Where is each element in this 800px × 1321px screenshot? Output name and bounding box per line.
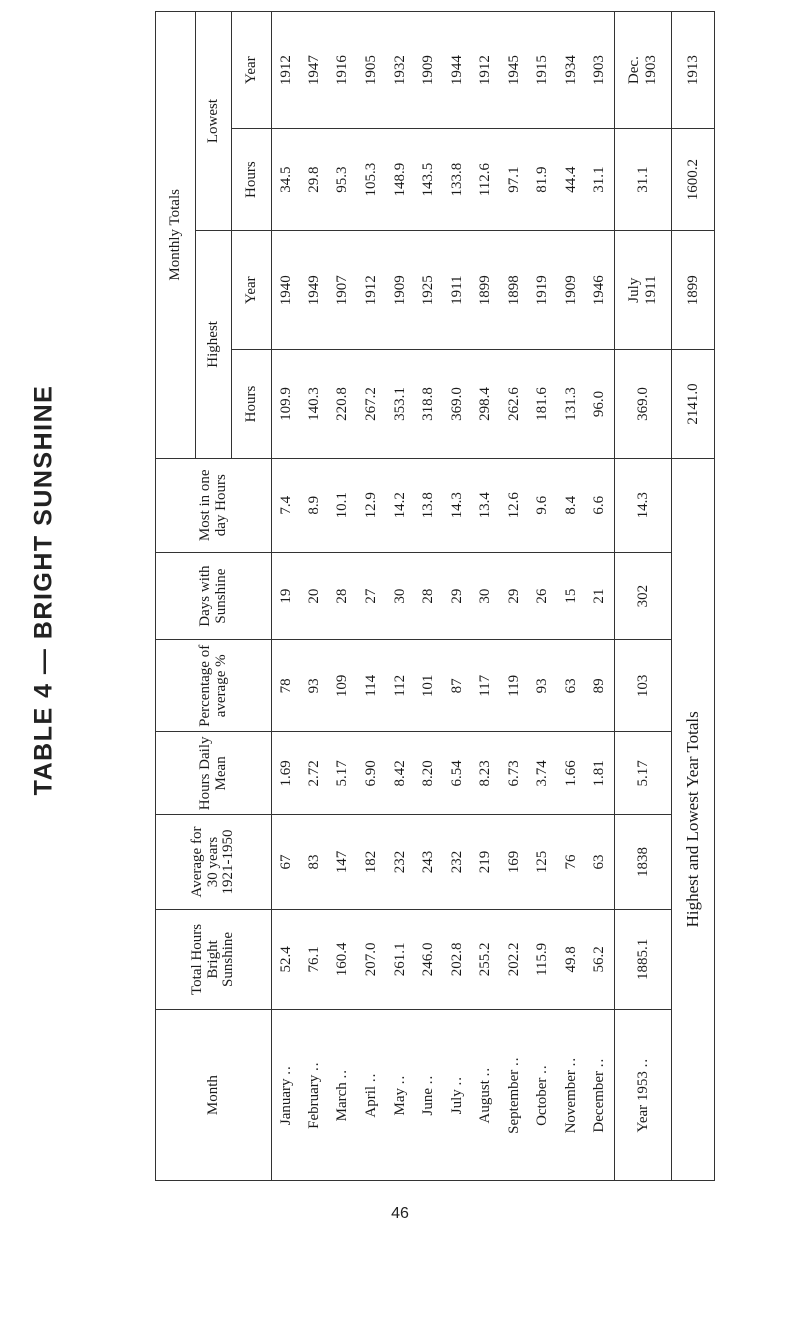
sunshine-table-container — [155, 11, 715, 1181]
table-row — [557, 12, 586, 1181]
table-row — [329, 12, 358, 1181]
month-label: June .. — [414, 1010, 443, 1181]
highest-lowest-totals-row — [672, 12, 715, 1181]
header-highest: Highest — [196, 231, 232, 459]
cell-most-in-day: 14.3 — [443, 458, 472, 552]
cell-total-hours: 49.8 — [557, 909, 586, 1010]
cell-most-in-day: 13.4 — [472, 458, 501, 552]
cell-lowest-year: 1912 — [272, 12, 301, 129]
cell-percentage: 78 — [272, 640, 301, 732]
cell-average: 182 — [357, 815, 386, 909]
cell-lowest-year: 1932 — [386, 12, 415, 129]
year-daily-mean: 5.17 — [614, 732, 671, 815]
cell-most-in-day: 12.6 — [500, 458, 529, 552]
cell-lowest-hours: 81.9 — [529, 129, 558, 231]
cell-lowest-hours: 97.1 — [500, 129, 529, 231]
cell-daily-mean: 1.66 — [557, 732, 586, 815]
year-low-year: Dec. 1903 — [614, 12, 671, 129]
cell-days: 20 — [300, 552, 329, 640]
cell-daily-mean: 6.54 — [443, 732, 472, 815]
cell-days: 21 — [586, 552, 615, 640]
cell-lowest-hours: 112.6 — [472, 129, 501, 231]
cell-days: 27 — [357, 552, 386, 640]
cell-highest-hours: 96.0 — [586, 350, 615, 458]
total-low-year: 1913 — [672, 12, 715, 129]
cell-daily-mean: 2.72 — [300, 732, 329, 815]
cell-highest-hours: 298.4 — [472, 350, 501, 458]
cell-highest-year: 1925 — [414, 231, 443, 350]
cell-daily-mean: 6.73 — [500, 732, 529, 815]
year-total: 1885.1 — [614, 909, 671, 1010]
cell-lowest-hours: 133.8 — [443, 129, 472, 231]
cell-total-hours: 202.2 — [500, 909, 529, 1010]
month-label: May .. — [386, 1010, 415, 1181]
cell-total-hours: 246.0 — [414, 909, 443, 1010]
cell-total-hours: 202.8 — [443, 909, 472, 1010]
cell-days: 29 — [500, 552, 529, 640]
total-high-hours: 2141.0 — [672, 350, 715, 458]
month-label: August .. — [472, 1010, 501, 1181]
table-title: TABLE 4 — BRIGHT SUNSHINE — [29, 384, 58, 796]
cell-highest-hours: 181.6 — [529, 350, 558, 458]
cell-days: 15 — [557, 552, 586, 640]
cell-highest-hours: 220.8 — [329, 350, 358, 458]
cell-average: 243 — [414, 815, 443, 909]
cell-daily-mean: 1.69 — [272, 732, 301, 815]
month-label: February .. — [300, 1010, 329, 1181]
cell-lowest-hours: 148.9 — [386, 129, 415, 231]
cell-lowest-year: 1903 — [586, 12, 615, 129]
cell-percentage: 87 — [443, 640, 472, 732]
header-most-in-one-day: Most in one day Hours — [156, 458, 272, 552]
header-total-hours: Total Hours Bright Sunshine — [156, 909, 272, 1010]
cell-percentage: 93 — [529, 640, 558, 732]
total-low-hours: 1600.2 — [672, 129, 715, 231]
header-highest-year: Year — [232, 231, 272, 350]
cell-lowest-year: 1912 — [472, 12, 501, 129]
month-label: December .. — [586, 1010, 615, 1181]
cell-most-in-day: 10.1 — [329, 458, 358, 552]
table-row — [443, 12, 472, 1181]
month-label: July .. — [443, 1010, 472, 1181]
cell-highest-year: 1949 — [300, 231, 329, 350]
header-daily-mean: Hours Daily Mean — [156, 732, 272, 815]
cell-highest-year: 1899 — [472, 231, 501, 350]
table-row — [272, 12, 301, 1181]
cell-lowest-hours: 44.4 — [557, 129, 586, 231]
year-low-hours: 31.1 — [614, 129, 671, 231]
cell-total-hours: 115.9 — [529, 909, 558, 1010]
cell-percentage: 89 — [586, 640, 615, 732]
cell-total-hours: 160.4 — [329, 909, 358, 1010]
year-row — [614, 12, 671, 1181]
cell-lowest-year: 1945 — [500, 12, 529, 129]
cell-average: 67 — [272, 815, 301, 909]
cell-most-in-day: 14.2 — [386, 458, 415, 552]
cell-days: 30 — [472, 552, 501, 640]
year-percentage: 103 — [614, 640, 671, 732]
cell-highest-year: 1940 — [272, 231, 301, 350]
sunshine-table — [155, 11, 715, 1181]
table-row — [500, 12, 529, 1181]
month-rows — [272, 12, 615, 1181]
table-row — [586, 12, 615, 1181]
header-average: Average for 30 years 1921-1950 — [156, 815, 272, 909]
cell-days: 28 — [414, 552, 443, 640]
cell-lowest-year: 1944 — [443, 12, 472, 129]
cell-days: 28 — [329, 552, 358, 640]
cell-percentage: 101 — [414, 640, 443, 732]
cell-highest-hours: 109.9 — [272, 350, 301, 458]
cell-daily-mean: 3.74 — [529, 732, 558, 815]
cell-average: 219 — [472, 815, 501, 909]
month-label: January .. — [272, 1010, 301, 1181]
cell-highest-year: 1911 — [443, 231, 472, 350]
header-lowest: Lowest — [196, 12, 232, 231]
header-lowest-year: Year — [232, 12, 272, 129]
cell-days: 19 — [272, 552, 301, 640]
cell-highest-hours: 318.8 — [414, 350, 443, 458]
cell-most-in-day: 13.8 — [414, 458, 443, 552]
cell-total-hours: 255.2 — [472, 909, 501, 1010]
header-month: Month — [156, 1010, 272, 1181]
year-high-hours: 369.0 — [614, 350, 671, 458]
cell-daily-mean: 1.81 — [586, 732, 615, 815]
cell-most-in-day: 9.6 — [529, 458, 558, 552]
table-row — [414, 12, 443, 1181]
cell-total-hours: 76.1 — [300, 909, 329, 1010]
cell-lowest-year: 1905 — [357, 12, 386, 129]
page-number: 46 — [391, 1205, 409, 1222]
cell-average: 63 — [586, 815, 615, 909]
year-average: 1838 — [614, 815, 671, 909]
cell-most-in-day: 7.4 — [272, 458, 301, 552]
cell-days: 29 — [443, 552, 472, 640]
cell-lowest-year: 1947 — [300, 12, 329, 129]
cell-percentage: 93 — [300, 640, 329, 732]
cell-average: 232 — [386, 815, 415, 909]
month-label: September .. — [500, 1010, 529, 1181]
table-row — [472, 12, 501, 1181]
cell-highest-hours: 131.3 — [557, 350, 586, 458]
cell-highest-hours: 369.0 — [443, 350, 472, 458]
cell-daily-mean: 8.23 — [472, 732, 501, 815]
cell-lowest-year: 1909 — [414, 12, 443, 129]
cell-lowest-year: 1915 — [529, 12, 558, 129]
cell-daily-mean: 5.17 — [329, 732, 358, 815]
cell-total-hours: 207.0 — [357, 909, 386, 1010]
table-row — [300, 12, 329, 1181]
cell-daily-mean: 6.90 — [357, 732, 386, 815]
cell-average: 76 — [557, 815, 586, 909]
cell-most-in-day: 12.9 — [357, 458, 386, 552]
cell-highest-year: 1907 — [329, 231, 358, 350]
highest-lowest-label: Highest and Lowest Year Totals — [672, 458, 715, 1180]
cell-highest-year: 1912 — [357, 231, 386, 350]
cell-average: 83 — [300, 815, 329, 909]
cell-total-hours: 52.4 — [272, 909, 301, 1010]
total-high-year: 1899 — [672, 231, 715, 350]
table-row — [529, 12, 558, 1181]
cell-highest-hours: 140.3 — [300, 350, 329, 458]
cell-highest-year: 1909 — [386, 231, 415, 350]
cell-lowest-hours: 34.5 — [272, 129, 301, 231]
cell-lowest-year: 1934 — [557, 12, 586, 129]
table-row — [386, 12, 415, 1181]
cell-average: 232 — [443, 815, 472, 909]
cell-lowest-year: 1916 — [329, 12, 358, 129]
cell-most-in-day: 6.6 — [586, 458, 615, 552]
cell-average: 125 — [529, 815, 558, 909]
cell-days: 26 — [529, 552, 558, 640]
cell-daily-mean: 8.42 — [386, 732, 415, 815]
year-most: 14.3 — [614, 458, 671, 552]
cell-lowest-hours: 95.3 — [329, 129, 358, 231]
cell-highest-year: 1898 — [500, 231, 529, 350]
cell-average: 169 — [500, 815, 529, 909]
cell-highest-hours: 267.2 — [357, 350, 386, 458]
cell-percentage: 119 — [500, 640, 529, 732]
cell-percentage: 63 — [557, 640, 586, 732]
cell-lowest-hours: 143.5 — [414, 129, 443, 231]
cell-most-in-day: 8.4 — [557, 458, 586, 552]
table-row — [357, 12, 386, 1181]
cell-percentage: 117 — [472, 640, 501, 732]
cell-average: 147 — [329, 815, 358, 909]
cell-lowest-hours: 31.1 — [586, 129, 615, 231]
header-monthly-totals: Monthly Totals — [156, 12, 196, 459]
cell-highest-hours: 353.1 — [386, 350, 415, 458]
header-highest-hours: Hours — [232, 350, 272, 458]
month-label: November .. — [557, 1010, 586, 1181]
cell-total-hours: 56.2 — [586, 909, 615, 1010]
cell-percentage: 112 — [386, 640, 415, 732]
year-high-year: July 1911 — [614, 231, 671, 350]
cell-percentage: 114 — [357, 640, 386, 732]
cell-daily-mean: 8.20 — [414, 732, 443, 815]
cell-highest-year: 1946 — [586, 231, 615, 350]
month-label: October .. — [529, 1010, 558, 1181]
cell-lowest-hours: 29.8 — [300, 129, 329, 231]
cell-highest-hours: 262.6 — [500, 350, 529, 458]
year-days: 302 — [614, 552, 671, 640]
cell-percentage: 109 — [329, 640, 358, 732]
cell-most-in-day: 8.9 — [300, 458, 329, 552]
header-percentage: Percentage of average % — [156, 640, 272, 732]
cell-lowest-hours: 105.3 — [357, 129, 386, 231]
month-label: March .. — [329, 1010, 358, 1181]
header-days-with-sunshine: Days with Sunshine — [156, 552, 272, 640]
cell-total-hours: 261.1 — [386, 909, 415, 1010]
cell-highest-year: 1909 — [557, 231, 586, 350]
cell-highest-year: 1919 — [529, 231, 558, 350]
header-lowest-hours: Hours — [232, 129, 272, 231]
cell-days: 30 — [386, 552, 415, 640]
month-label: April .. — [357, 1010, 386, 1181]
year-label: Year 1953 .. — [614, 1010, 671, 1181]
